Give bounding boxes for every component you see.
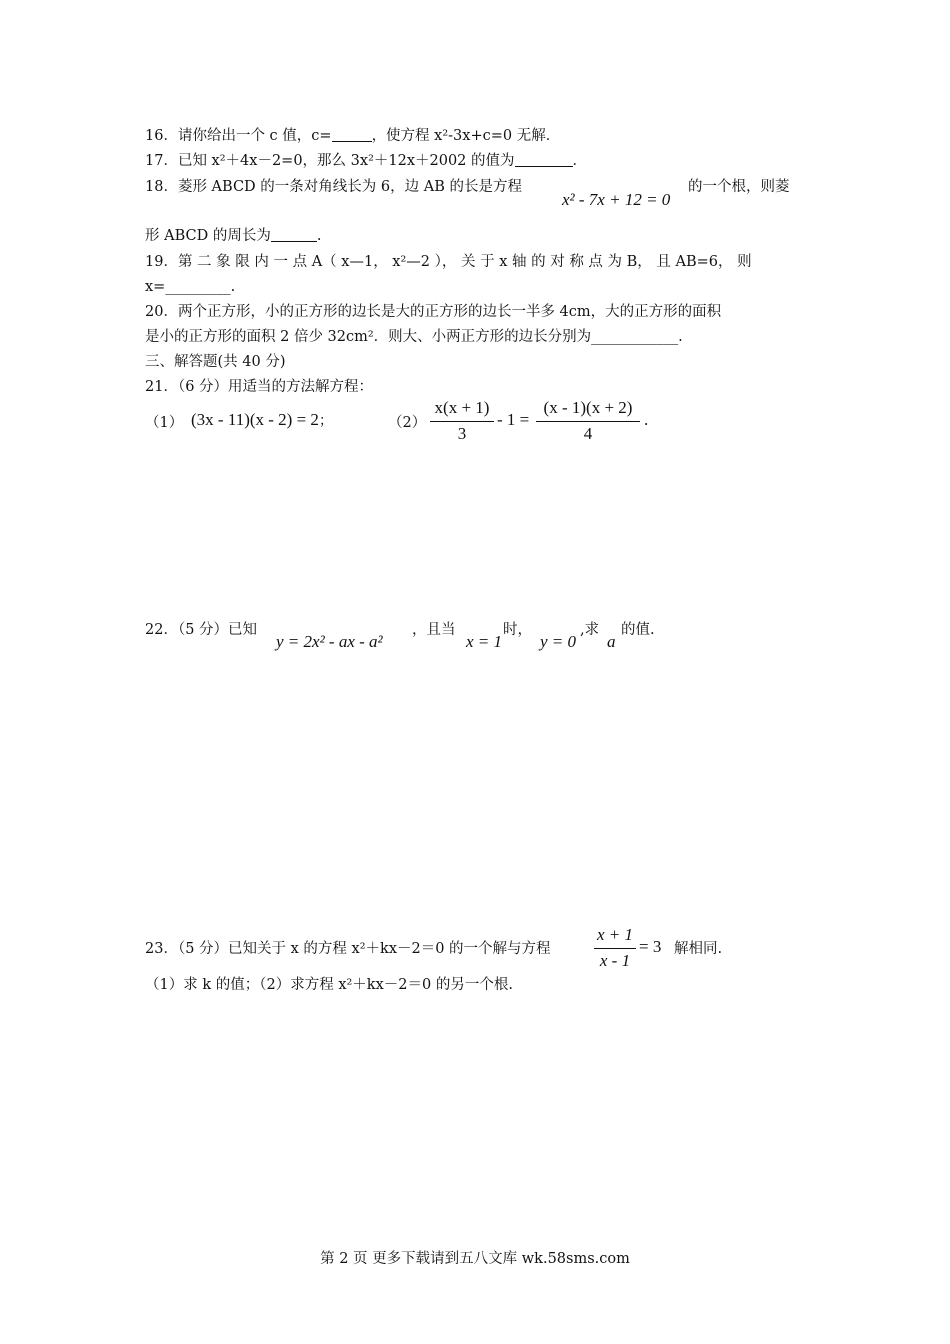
- q18-answer-blank[interactable]: [271, 227, 317, 242]
- q21-fraction-2: [536, 398, 640, 444]
- section-3-title-text: 三、解答题(共 40 分): [145, 354, 286, 370]
- q21-fraction-1-denominator: 3: [457, 424, 467, 443]
- question-23: [145, 939, 551, 959]
- q22-mid-3: ,求: [580, 622, 600, 638]
- page-footer: 第 2 页 更多下载请到五八文库 wk.58sms.com: [320, 1251, 630, 1267]
- q21-part1-label: （1）: [145, 415, 184, 431]
- q18-suffix-line: [688, 177, 790, 197]
- q17-suffix: ．: [572, 153, 588, 169]
- q18-line2-suffix: .: [316, 228, 322, 244]
- q23-fraction-denominator: x - 1: [599, 951, 631, 970]
- q22-equation-3: y = 0: [540, 632, 577, 651]
- q18-prefix: 18．菱形 ABCD 的一条对角线长为 6，边 AB 的长是方程: [145, 179, 522, 195]
- q19-line1: 19．第 二 象 限 内 一 点 A（ x—1， x²—2 ）， 关 于 x 轴 的 对 称 点 为 B， 且 AB=6， 则: [145, 254, 752, 270]
- q22-suffix: 的值.: [621, 622, 655, 638]
- q21-part2-label: （2）: [388, 415, 427, 431]
- q18-equation: x² - 7x + 12 = 0: [562, 190, 671, 209]
- section-3-title: [145, 352, 285, 372]
- question-21: [145, 377, 373, 397]
- q16-answer-blank[interactable]: [332, 127, 372, 142]
- question-18: [145, 177, 522, 197]
- q23-suffix: 解相同.: [674, 941, 723, 957]
- q16-prefix: 16．请你给出一个 c 值，c=: [145, 128, 332, 144]
- q22-prefix: 22．（5 分）已知: [145, 622, 258, 638]
- q21-fraction-1-numerator: x(x + 1): [434, 398, 490, 417]
- q20-line1: 20．两个正方形，小的正方形的边长是大的正方形的边长一半多 4cm，大的正方形的面积: [145, 304, 722, 320]
- q23-fraction-bar: [594, 948, 636, 949]
- q18-line2-prefix: 形 ABCD 的周长为: [145, 228, 271, 244]
- question-17: [145, 151, 587, 171]
- q23-fraction-numerator: x + 1: [596, 925, 634, 944]
- q17-answer-blank[interactable]: [515, 152, 573, 167]
- q21-part2-middle: - 1 =: [497, 410, 530, 429]
- q22-equation-2: x = 1: [466, 632, 503, 651]
- q23-fraction: [594, 925, 636, 971]
- question-20: [145, 302, 721, 322]
- q21-intro: 21．（6 分）用适当的方法解方程：: [145, 379, 374, 395]
- q23-line2: （1）求 k 的值；（2）求方程 x²＋kx－2＝0 的另一个根.: [145, 977, 513, 993]
- q22-equation-1: y = 2x² - ax - a²: [276, 632, 383, 651]
- q21-fraction-1-bar: [430, 421, 494, 422]
- question-22: [145, 620, 257, 640]
- q21-part2-end: .: [644, 410, 649, 429]
- question-19: [145, 252, 752, 272]
- q21-fraction-1: [430, 398, 494, 444]
- q22-equation-4: a: [607, 632, 616, 651]
- q22-mid-1: ，且当: [412, 622, 456, 638]
- question-16: [145, 126, 560, 146]
- q21-fraction-2-bar: [536, 421, 640, 422]
- q21-part1-end: ；: [318, 414, 333, 429]
- q21-fraction-2-numerator: (x - 1)(x + 2): [543, 398, 633, 417]
- q20-line2: 是小的正方形的面积 2 倍少 32cm²．则大、小两正方形的边长分别为____________.: [145, 329, 683, 345]
- q21-fraction-2-denominator: 4: [583, 424, 593, 443]
- q17-prefix: 17．已知 x²＋4x－2=0，那么 3x²＋12x＋2002 的值为: [145, 153, 515, 169]
- question-20-line2: [145, 327, 683, 347]
- q23-prefix: 23．（5 分）已知关于 x 的方程 x²＋kx－2＝0 的一个解与方程: [145, 941, 551, 957]
- q18-suffix: 的一个根，则菱: [688, 179, 790, 195]
- question-19-line2: [145, 277, 235, 297]
- q21-part1-eq: (3x - 11)(x - 2) = 2: [191, 410, 319, 429]
- question-18-line2: [145, 226, 321, 246]
- q19-line2: x=_________.: [145, 279, 236, 295]
- q22-mid-2: 时，: [503, 622, 532, 638]
- q16-suffix: ，使方程 x²-3x+c=0 无解．: [371, 128, 561, 144]
- q21-part1-equation: [191, 410, 333, 430]
- q23-equation-rhs: = 3: [639, 937, 662, 956]
- question-23-line2: [145, 975, 513, 995]
